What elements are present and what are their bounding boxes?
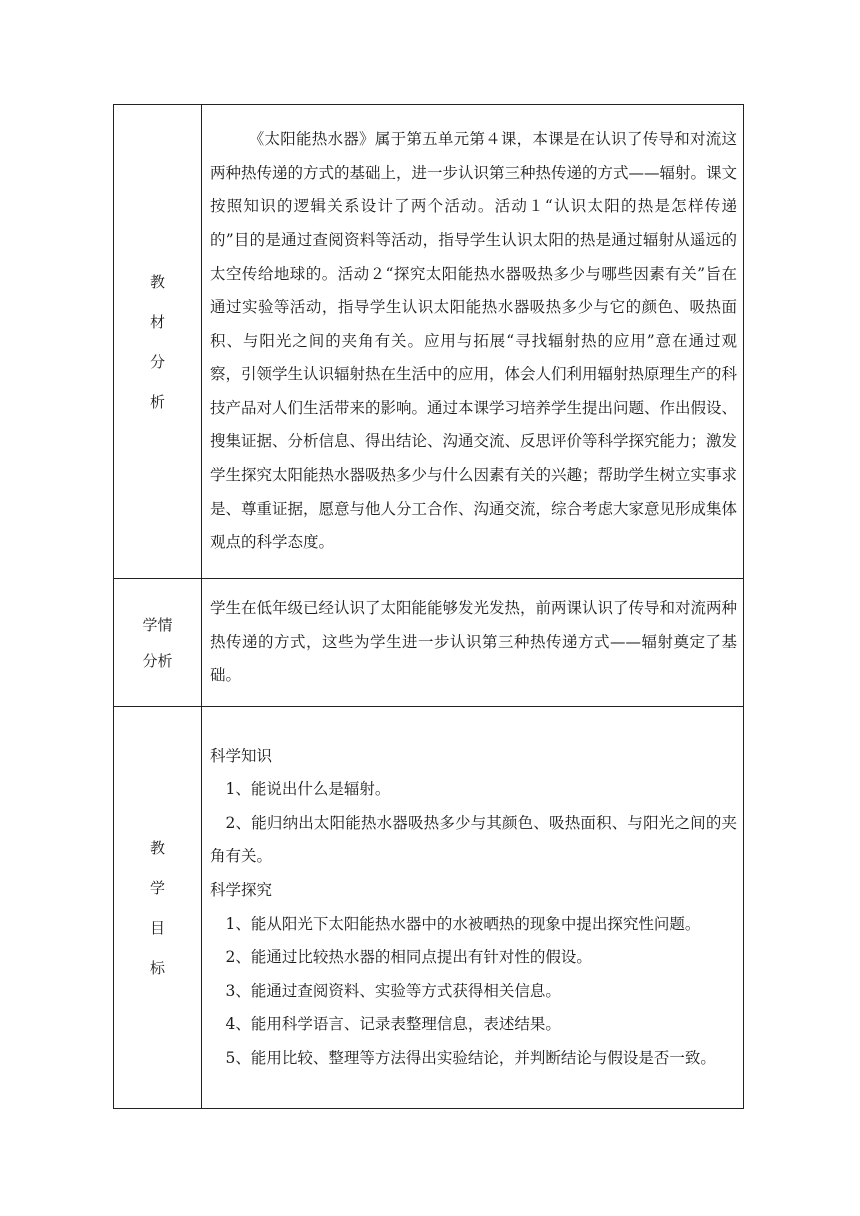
goal-item: 3、能通过查阅资料、实验等方式获得相关信息。 — [225, 981, 561, 1000]
label-char: 材 — [149, 312, 165, 331]
label-char: 学 — [149, 878, 165, 897]
label-char: 教 — [149, 838, 165, 857]
goal-item: 1、能说出什么是辐射。 — [225, 780, 391, 799]
row-content-teaching-goals — [202, 707, 744, 1109]
label-stack — [114, 833, 201, 983]
label-stack — [114, 607, 201, 679]
row-content-textbook-analysis — [202, 105, 744, 579]
textbook-analysis-text: 《太阳能热水器》属于第五单元第４课，本课是在认识了传导和对流这两种热传递的方式的基础上，进一步认识第三种热传递的方式——辐射。课文按照知识的逻辑关系设计了两个活动。活动１“认识太阳的热是怎样传递的”目的是通过查阅资料等活动，指导学生认识太阳的热是通过辐射从遥远的太空传给地球的。活动２“探究太阳能热水器吸热多少与哪些因素有关”旨在通过实验等活动，指导学生认识太阳能热水器吸热多少与它的颜色、吸热面积、与阳光之间的夹角有关。应用与拓展“寻找辐射热的应用”意在通过观察，引领学生认识辐射热在生活中的应用，体会人们利用辐射热原理生产的科技产品对人们生活带来的影响。通过本课学习培养学生提出问题、作出假设、搜集证据、分析信息、得出结论、沟通交流、反思评价等科学探究能力；激发学生探究太阳能热水器吸热多少与什么因素有关的兴趣；帮助学生树立实事求是、尊重证据，愿意与他人分工合作、沟通交流，综合考虑大家意见形成集体观点的科学态度。 — [210, 130, 738, 552]
table-row-textbook-analysis — [114, 105, 744, 579]
label-line: 分析 — [142, 651, 173, 670]
label-char: 分 — [149, 352, 165, 371]
goal-item: 1、能从阳光下太阳能热水器中的水被晒热的现象中提出探究性问题。 — [225, 914, 701, 933]
row-content-student-analysis — [202, 579, 744, 707]
row-label-teaching-goals — [114, 707, 202, 1109]
goal-item: 2、能归纳出太阳能热水器吸热多少与其颜色、吸热面积、与阳光之间的夹角有关。 — [210, 813, 737, 866]
goal-item: 5、能用比较、整理等方法得出实验结论，并判断结论与假设是否一致。 — [225, 1048, 716, 1067]
label-line: 学情 — [142, 615, 173, 634]
table-row-teaching-goals — [114, 707, 744, 1109]
student-analysis-text: 学生在低年级已经认识了太阳能能够发光发热，前两课认识了传导和对流两种热传递的方式，这些为学生进一步认识第三种热传递方式——辐射奠定了基础。 — [210, 599, 738, 685]
label-char: 析 — [149, 392, 165, 411]
goal-item: 4、能用科学语言、记录表整理信息，表述结果。 — [225, 1015, 561, 1034]
row-label-textbook-analysis — [114, 105, 202, 579]
lesson-plan-table — [113, 104, 744, 1109]
label-char: 目 — [149, 918, 165, 937]
label-char: 标 — [149, 958, 165, 977]
label-char: 教 — [149, 272, 165, 291]
label-stack — [114, 267, 201, 417]
table-row-student-analysis — [114, 579, 744, 707]
goal-item: 2、能通过比较热水器的相同点提出有针对性的假设。 — [225, 948, 592, 967]
section-heading-knowledge: 科学知识 — [210, 746, 273, 765]
row-label-student-analysis — [114, 579, 202, 707]
section-heading-inquiry: 科学探究 — [210, 880, 273, 899]
